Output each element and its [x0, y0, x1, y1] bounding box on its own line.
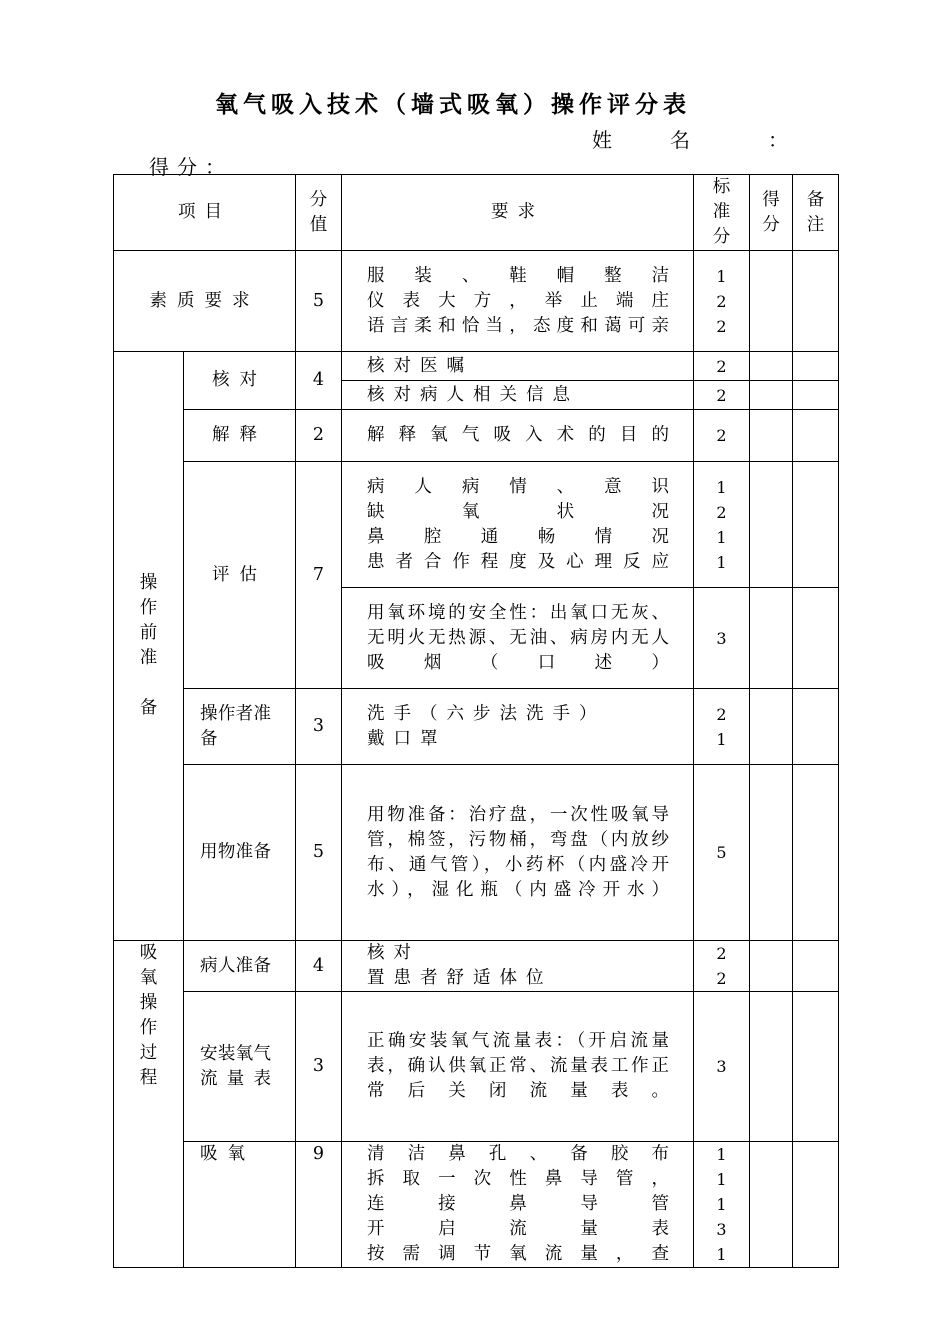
score-cell[interactable]: [750, 462, 793, 588]
table-row: [114, 462, 839, 588]
standard-cell: 3: [694, 588, 750, 689]
score-cell[interactable]: [750, 410, 793, 462]
scoring-table: [113, 174, 839, 1268]
score-cell[interactable]: [750, 992, 793, 1142]
standard-cell: 2: [694, 352, 750, 381]
page-title: 氧气吸入技术（墙式吸氧）操作评分表: [215, 91, 691, 118]
table-row: [114, 765, 839, 941]
remark-cell[interactable]: [793, 381, 839, 410]
remark-cell[interactable]: [793, 992, 839, 1142]
score-cell[interactable]: [750, 1142, 793, 1268]
table-row: [114, 352, 839, 381]
remark-cell[interactable]: [793, 941, 839, 992]
remark-cell[interactable]: [793, 352, 839, 381]
remark-cell[interactable]: [793, 462, 839, 588]
points-cell: 9: [296, 1142, 342, 1268]
standard-cell: 1 1 1 3 1: [694, 1142, 750, 1268]
requirement-cell: 解释氧气吸入术的目的: [342, 410, 694, 462]
requirement-cell: 核对病人相关信息: [342, 381, 694, 410]
remark-cell[interactable]: [793, 689, 839, 765]
requirement-cell: 核对 置患者舒适体位: [342, 941, 694, 992]
standard-cell: 5: [694, 765, 750, 941]
score-cell[interactable]: [750, 765, 793, 941]
score-cell[interactable]: [750, 689, 793, 765]
table-row: [114, 251, 839, 352]
header-remark: 备 注: [793, 175, 839, 251]
points-cell: 5: [296, 765, 342, 941]
item-cell: 核对: [184, 352, 296, 410]
header-score: 得 分: [750, 175, 793, 251]
name-field: [592, 124, 788, 153]
header-item: 项目: [114, 175, 296, 251]
table-row: [114, 410, 839, 462]
item-cell: 吸氧: [184, 1142, 296, 1268]
table-row: [114, 992, 839, 1142]
group-label: 吸 氧 操 作 过 程: [114, 941, 184, 1268]
score-cell[interactable]: [750, 381, 793, 410]
requirement-cell: 正确安装氧气流量表：（开启流量表，确认供氧正常、流量表工作正常后关闭流量表。: [342, 992, 694, 1142]
header-points: 分 值: [296, 175, 342, 251]
item-cell: 用物准备: [184, 765, 296, 941]
score-cell[interactable]: [750, 352, 793, 381]
item-cell: 操作者准备: [184, 689, 296, 765]
requirement-cell: 核对医嘱: [342, 352, 694, 381]
name-label: 姓名: [592, 128, 748, 152]
points-cell: 3: [296, 689, 342, 765]
standard-cell: 1 2 2: [694, 251, 750, 352]
standard-cell: 2: [694, 410, 750, 462]
remark-cell[interactable]: [793, 765, 839, 941]
points-cell: 7: [296, 462, 342, 689]
points-cell: 4: [296, 352, 342, 410]
requirement-cell: 洗手（六步法洗手） 戴口罩: [342, 689, 694, 765]
remark-cell[interactable]: [793, 251, 839, 352]
points-cell: 4: [296, 941, 342, 992]
item-cell: 素质要求: [114, 251, 296, 352]
score-cell[interactable]: [750, 941, 793, 992]
points-cell: 2: [296, 410, 342, 462]
score-label: 得分：: [149, 155, 233, 179]
standard-cell: 3: [694, 992, 750, 1142]
header-requirement: 要求: [342, 175, 694, 251]
group-label: 操 作 前 准 备: [114, 352, 184, 941]
requirement-cell: 用氧环境的安全性：出氧口无灰、无明火无热源、无油、病房内无人吸烟（口述）: [342, 588, 694, 689]
table-row: [114, 941, 839, 992]
item-cell: 安装氧气流量表: [184, 992, 296, 1142]
header-standard: 标 准 分: [694, 175, 750, 251]
remark-cell[interactable]: [793, 410, 839, 462]
requirement-cell: 清洁鼻孔、备胶布 拆取一次性鼻导管， 连接鼻导管 开启流量表 按需调节氧流量，查: [342, 1142, 694, 1268]
requirement-cell: 病人病情、意识 缺氧状况 鼻腔通畅情况 患者合作程度及心理反应: [342, 462, 694, 588]
standard-cell: 2 1: [694, 689, 750, 765]
remark-cell[interactable]: [793, 588, 839, 689]
standard-cell: 2: [694, 381, 750, 410]
table-row: [114, 1142, 839, 1268]
points-cell: 3: [296, 992, 342, 1142]
score-cell[interactable]: [750, 251, 793, 352]
header-row: [114, 175, 839, 251]
requirement-cell: 用物准备：治疗盘，一次性吸氧导管，棉签，污物桶，弯盘（内放纱布、通气管），小药杯（内盛冷开水），湿化瓶（内盛冷开水）: [342, 765, 694, 941]
standard-cell: 2 2: [694, 941, 750, 992]
points-cell: 5: [296, 251, 342, 352]
requirement-cell: 服装、鞋帽整洁 仪表大方，举止端庄 语言柔和恰当，态度和蔼可亲: [342, 251, 694, 352]
name-colon: ：: [768, 128, 788, 152]
table-row: [114, 689, 839, 765]
standard-cell: 1 2 1 1: [694, 462, 750, 588]
item-cell: 病人准备: [184, 941, 296, 992]
score-cell[interactable]: [750, 588, 793, 689]
remark-cell[interactable]: [793, 1142, 839, 1268]
item-cell: 评估: [184, 462, 296, 689]
item-cell: 解释: [184, 410, 296, 462]
